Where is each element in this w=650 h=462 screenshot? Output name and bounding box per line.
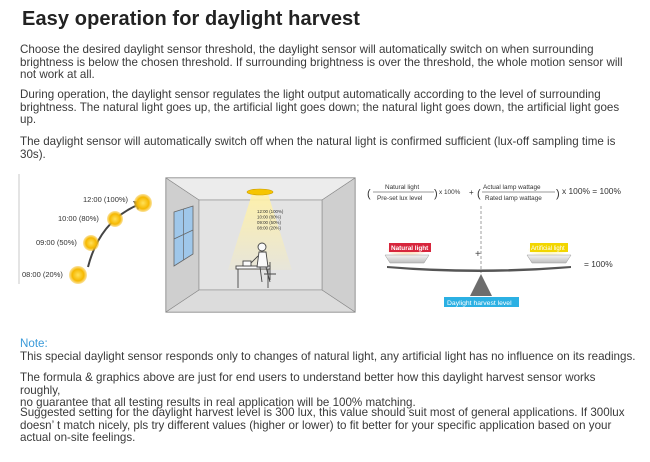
- daylight-formula: [367, 184, 621, 202]
- sun-path-panel: [19, 174, 152, 284]
- balance-equals-100: = 100%: [584, 259, 613, 269]
- sun-time-label: 10:00 (80%): [58, 214, 99, 223]
- intro-paragraph-threshold: Choose the desired daylight sensor threshold, the daylight sensor will automatically switch on when surrounding brightness is below the chosen threshold. If surrounding brightness is over the threshold, the whole motion sensor will not work at all.: [20, 43, 623, 82]
- person-torso: [257, 252, 268, 267]
- ceiling-lamp-icon: [247, 189, 273, 195]
- sun-icon-noon: [134, 194, 152, 212]
- balance-beam: [387, 266, 571, 272]
- room-floor: [166, 290, 355, 312]
- wall-chart-line: 09:00 (50%): [257, 220, 281, 225]
- natural-light-label: Natural light: [391, 245, 429, 252]
- room-right-wall: [322, 178, 355, 312]
- formula-preset-lux: Pre-set lux level: [377, 195, 423, 202]
- formula-bracket-close: ): [434, 188, 438, 200]
- artificial-light-label: Artificial light: [531, 246, 565, 252]
- formula-actual-wattage: Actual lamp wattage: [483, 184, 541, 191]
- sun-icon-9am: [83, 235, 99, 251]
- sun-time-label: 09:00 (50%): [36, 238, 77, 247]
- intro-paragraph-switch-off: The daylight sensor will automatically switch off when the natural light is confirmed sufficient (lux-off sampling time is 30s).: [20, 135, 616, 161]
- daylight-harvest-illustration: [0, 170, 650, 328]
- formula-bracket-open: (: [367, 188, 371, 200]
- sun-icon-8am: [69, 266, 87, 284]
- note-paragraph-artificial-light: This special daylight sensor responds only to changes of natural light, any artificial light has no influence on its readings.: [20, 350, 636, 363]
- sun-icon-10am: [107, 211, 123, 227]
- balance-scale: [385, 206, 613, 307]
- note-paragraph-disclaimer: The formula & graphics above are just for end users to understand better how this daylight harvest sensor works roughly, no guarantee that all testing results in real application will be 100% matching.: [20, 371, 596, 410]
- balance-fulcrum: [470, 274, 492, 296]
- right-scale-pan: [527, 255, 571, 263]
- formula-natural-light: Natural light: [385, 184, 420, 191]
- formula-rated-wattage: Rated lamp wattage: [485, 195, 542, 202]
- left-scale-pan: [385, 255, 429, 263]
- daylight-level-label: Daylight harvest level: [447, 300, 512, 307]
- wall-chart-line: 12:00 (100%): [257, 209, 284, 214]
- sun-time-label: 12:00 (100%): [83, 195, 129, 204]
- formula-times-100: x 100%: [439, 189, 461, 196]
- wall-chart: [257, 209, 284, 231]
- note-paragraph-suggested-setting: Suggested setting for the daylight harvest level is 300 lux, this value should suit most of general applications. If 300lux doesn’ t match nicely, pls try different values (higher or lower) to fit better for your specific application based on your actual on-site feelings.: [20, 406, 625, 445]
- laptop: [243, 261, 251, 266]
- page-title: Easy operation for daylight harvest: [22, 8, 361, 30]
- wall-chart-line: 08:00 (20%): [257, 225, 281, 231]
- intro-paragraph-regulation: During operation, the daylight sensor regulates the light output automatically according to the level of surrounding brightness. The natural light goes up, the artificial light goes down; the natural light goes down, the artificial light goes up.: [20, 88, 620, 127]
- sun-time-label: 08:00 (20%): [22, 270, 63, 279]
- wall-chart-line: 10:00 (80%): [257, 214, 281, 220]
- formula-result: x 100% = 100%: [562, 186, 621, 196]
- person-head: [258, 243, 266, 251]
- formula-plus: +: [469, 188, 474, 197]
- room-illustration: [166, 178, 355, 312]
- balance-plus: +: [475, 249, 481, 260]
- formula-bracket-open: (: [477, 188, 481, 200]
- note-heading: Note:: [20, 337, 48, 350]
- formula-bracket-close: ): [556, 188, 560, 200]
